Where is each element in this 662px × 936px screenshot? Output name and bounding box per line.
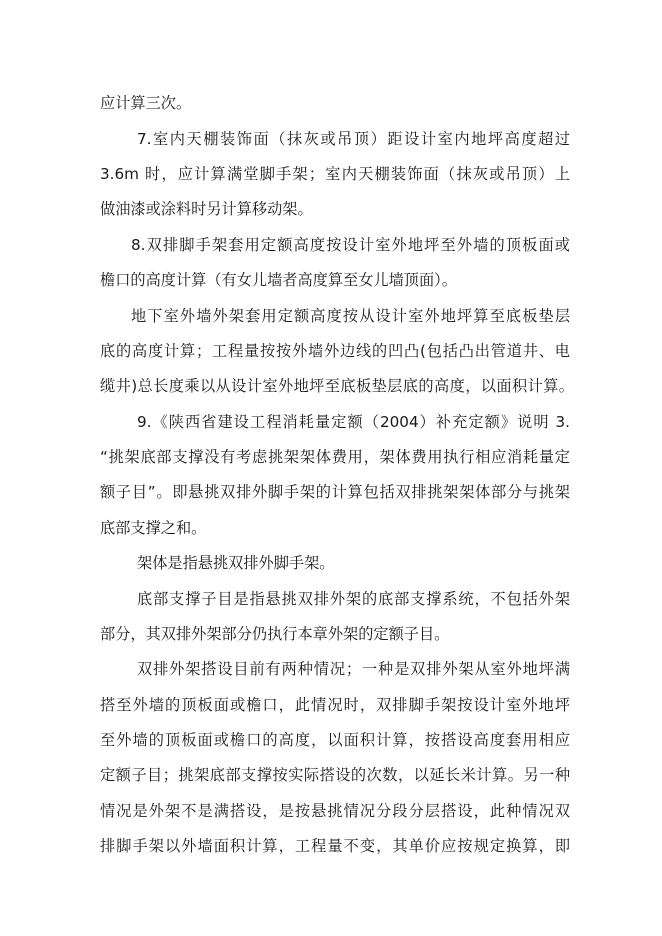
text-line: 架体是指悬挑双排外脚手架。 bbox=[137, 554, 335, 572]
text-line: 做油漆或涂料时另计算移动架。 bbox=[100, 200, 313, 218]
text-line: 檐口的高度计算（有女儿墙者高度算至女儿墙顶面）。 bbox=[100, 271, 457, 289]
text-line: “挑架底部支撑没有考虑挑架架体费用，架体费用执行相应消耗量定 bbox=[100, 448, 570, 466]
text-line: 底部支撑之和。 bbox=[100, 519, 207, 537]
text-line: 部分，其双排外架部分仍执行本章外架的定额子目。 bbox=[100, 625, 450, 643]
text-line: 应计算三次。 bbox=[100, 94, 192, 112]
text-line: 搭至外墙的顶板面或檐口，此情况时，双排脚手架按设计室外地坪 bbox=[100, 696, 570, 714]
text-line: 地下室外墙外架套用定额高度按从设计室外地坪算至底板垫层 bbox=[131, 307, 570, 325]
text-line: 7.室内天棚装饰面（抹灰或吊顶）距设计室内地坪高度超过 bbox=[137, 130, 570, 148]
text-line: 底部支撑子目是指悬挑双排外架的底部支撑系统，不包括外架 bbox=[137, 590, 570, 608]
text-line: 额子目”。即悬挑双排外脚手架的计算包括双排挑架架体部分与挑架 bbox=[100, 483, 570, 501]
text-line: 排脚手架以外墙面积计算，工程量不变，其单价应按规定换算，即 bbox=[100, 837, 570, 855]
text-line: 情况是外架不是满搭设，是按悬挑情况分段分层搭设，此种情况双 bbox=[100, 802, 570, 820]
text-line: 缆井)总长度乘以从设计室外地坪至底板垫层底的高度，以面积计算。 bbox=[100, 377, 574, 395]
text-line: 双排外架搭设目前有两种情况；一种是双排外架从室外地坪满 bbox=[137, 660, 570, 678]
text-line: 至外墙的顶板面或檐口的高度，以面积计算，按搭设高度套用相应 bbox=[100, 731, 570, 749]
text-line: 定额子目；挑架底部支撑按实际搭设的次数，以延长米计算。另一种 bbox=[100, 766, 570, 784]
text-line: 3.6m 时，应计算满堂脚手架；室内天棚装饰面（抹灰或吊顶）上 bbox=[100, 165, 570, 183]
text-line: 8.双排脚手架套用定额高度按设计室外地坪至外墙的顶板面或 bbox=[131, 236, 570, 254]
text-line: 9.《陕西省建设工程消耗量定额（2004）补充定额》说明 3. bbox=[137, 413, 570, 431]
text-line: 底的高度计算；工程量按按外墙外边线的凹凸(包括凸出管道井、电 bbox=[100, 342, 570, 360]
